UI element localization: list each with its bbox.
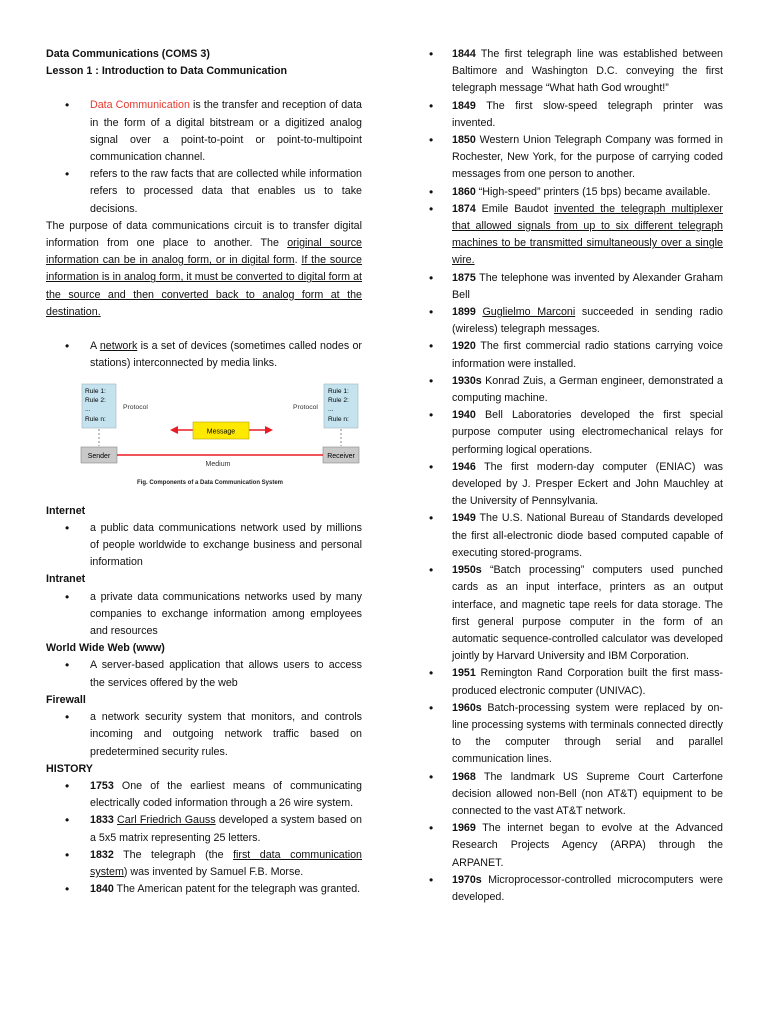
lesson-title: Lesson 1 : Introduction to Data Communication xyxy=(46,65,288,78)
medium-label: Medium xyxy=(205,461,231,469)
spacer xyxy=(46,80,362,97)
history-text: “Batch processing” computers used punched cards as an input interface, printers as an output interface, and magnetic tape reels for data storage. The first general purpose computer in the form of an automatic sequence-controlled calculator was developed jointly by Harvard University and IBM Corporation. xyxy=(452,564,723,663)
history-text: The first modern-day computer (ENIAC) was developed by J. Presper Eckert and John Mauchley at the University of Pennsylvania. xyxy=(452,460,723,508)
history-text: “High-speed” printers (15 bps) became available. xyxy=(475,185,711,198)
history-year: 1940 xyxy=(452,409,476,422)
history-year: 1832 xyxy=(90,848,114,861)
history-text: The telephone was invented by Alexander Graham Bell xyxy=(452,271,723,301)
history-text: Batch-processing system were replaced by on-line processing systems with terminals connected directly to the computer through serial and parallel communication lines. xyxy=(452,701,723,766)
history-year: 1875 xyxy=(452,271,476,284)
history-year: 1930s xyxy=(452,374,482,387)
history-item xyxy=(426,407,723,459)
history-item xyxy=(426,132,723,184)
firewall-list xyxy=(46,709,362,761)
history-item xyxy=(426,459,723,511)
rule-line: Rule 1: xyxy=(85,388,106,396)
sender-label: Sender xyxy=(87,453,111,461)
history-text: The U.S. National Bureau of Standards developed the first all-electronic diode based computed capable of executing stored-programs. xyxy=(452,512,723,559)
history-item xyxy=(426,270,723,304)
paragraph-text: . xyxy=(294,254,302,267)
history-text: The landmark US Supreme Court Carterfone decision allowed non-Bell (non AT&T) equipment to be connected to the vast AT&T network. xyxy=(452,770,723,817)
history-text: Konrad Zuis, a German engineer, demonstrated a computing machine. xyxy=(452,374,723,405)
spacer xyxy=(46,321,362,338)
paragraph-text: The purpose of data communications circuit is to transfer digital information from one place to another. The xyxy=(46,219,362,250)
message-label: Message xyxy=(206,428,236,436)
history-text: One of the earliest means of communicating electrically coded information through a 26 wire system. xyxy=(90,779,362,810)
arrowhead-right xyxy=(265,426,273,434)
rule-line: ... xyxy=(85,406,91,414)
history-item xyxy=(426,98,723,132)
list-item-text: refers to the raw facts that are collected while information refers to processed data that enables us to take decisions. xyxy=(90,168,362,215)
history-text: The first telegraph line was established between Baltimore and Washington D.C. conveying the first telegraph message “What hath God wrought!” xyxy=(452,48,723,95)
history-year: 1920 xyxy=(452,340,476,353)
rule-line: Rule 2: xyxy=(328,397,349,405)
intranet-heading: Intranet xyxy=(46,573,86,586)
figure-caption: Fig. Components of a Data Communication System xyxy=(136,480,284,487)
history-item xyxy=(426,700,723,769)
list-item xyxy=(46,166,362,218)
history-item xyxy=(426,201,723,270)
history-text: Western Union Telegraph Company was formed in Rochester, New York, for the purpose of carrying coded messages from one person to another. xyxy=(452,134,723,181)
network-term: network xyxy=(99,340,138,353)
history-text: The telegraph (the xyxy=(113,848,234,861)
history-item xyxy=(426,304,723,338)
history-year: 1970s xyxy=(452,873,482,886)
history-item xyxy=(46,847,362,881)
history-heading: HISTORY xyxy=(46,762,93,775)
history-item xyxy=(426,820,723,872)
list-item xyxy=(46,338,362,372)
history-item xyxy=(426,373,723,407)
history-item xyxy=(426,338,723,372)
history-item xyxy=(46,881,362,898)
history-year: 1833 xyxy=(90,814,114,827)
www-heading: World Wide Web (www) xyxy=(46,642,165,655)
right-column xyxy=(426,46,723,906)
history-underlined: Carl Friedrich Gauss xyxy=(117,814,216,827)
history-item xyxy=(426,872,723,906)
history-year: 1849 xyxy=(452,99,476,112)
history-text: Bell Laboratories developed the first special purpose computer using electromechanical relays for performing logical operations. xyxy=(452,409,723,456)
list-item-text: is the transfer and reception of data in the form of a digital bitstream or a digitized analog signal over a point-to-point or point-to-multipoint communication channel. xyxy=(90,99,362,164)
history-year: 1899 xyxy=(452,306,476,319)
history-year: 1949 xyxy=(452,512,476,525)
purpose-paragraph xyxy=(46,218,362,321)
history-text: Remington Rand Corporation built the first mass- produced electronic computer (UNIVAC). xyxy=(452,667,723,697)
list-item: • a private data communications networks used by many companies to exchange information among employees and resources xyxy=(46,589,362,641)
history-year: 1753 xyxy=(90,779,114,792)
arrowhead-left xyxy=(170,426,178,434)
receiver-label: Receiver xyxy=(327,453,355,461)
intro-list xyxy=(46,97,362,217)
history-year: 1968 xyxy=(452,770,476,783)
list-item: • a network security system that monitors, and controls incoming and outgoing network traffic based on predetermined security rules. xyxy=(46,709,362,761)
history-year: 1946 xyxy=(452,460,476,473)
history-year: 1840 xyxy=(90,883,114,896)
history-year: 1874 xyxy=(452,202,476,215)
history-item xyxy=(426,769,723,821)
www-list xyxy=(46,657,362,691)
history-text: The internet began to evolve at the Advanced Research Projects Agency (ARPA) through the ARPANET. xyxy=(452,822,723,869)
firewall-heading: Firewall xyxy=(46,693,86,706)
rule-line: Rule n: xyxy=(328,416,349,424)
history-item xyxy=(426,184,723,201)
history-text: The first slow-speed telegraph printer was invented. xyxy=(452,99,723,129)
history-text: The first commercial radio stations carrying voice information were installed. xyxy=(452,340,723,370)
history-list-right xyxy=(426,46,723,906)
history-underlined: first data communication system xyxy=(90,848,362,878)
list-item: • a public data communications network used by millions of people worldwide to exchange business and personal information xyxy=(46,520,362,572)
rule-line: Rule 1: xyxy=(328,388,349,396)
history-text: ) was invented by Samuel F.B. Morse. xyxy=(123,865,304,878)
protocol-label-right: Protocol xyxy=(293,404,318,412)
history-item xyxy=(426,562,723,665)
history-item xyxy=(426,665,723,699)
underlined-text: If the source information is in analog form, it must be converted to digital form at the source and then converted back to analog form at the destination. xyxy=(46,254,362,318)
protocol-label-left: Protocol xyxy=(123,404,148,412)
list-item-text: A xyxy=(90,340,100,353)
history-year: 1969 xyxy=(452,822,476,835)
rule-line: Rule 2: xyxy=(85,397,106,405)
left-column xyxy=(46,46,362,898)
list-item xyxy=(46,97,362,166)
course-title: Data Communications (COMS 3) xyxy=(46,48,210,60)
history-text: Emile Baudot xyxy=(475,202,554,215)
list-item-text: is a set of devices (sometimes called nodes or stations) interconnected by media links. xyxy=(90,340,362,370)
history-item xyxy=(426,46,723,98)
internet-list xyxy=(46,520,362,572)
history-year: 1850 xyxy=(452,134,476,147)
list-item: • A server-based application that allows users to access the services offered by the web xyxy=(46,657,362,691)
data-communication-diagram xyxy=(79,382,361,490)
internet-heading: Internet xyxy=(46,504,86,517)
network-list xyxy=(46,338,362,372)
data-communication-term: Data Communication xyxy=(90,99,190,112)
history-year: 1951 xyxy=(452,667,476,680)
history-year: 1950s xyxy=(452,564,482,577)
history-year: 1960s xyxy=(452,701,482,714)
history-underlined: invented the telegraph multiplexer that allowed signals from up to six different telegraph machines to be transmitted simultaneously over a single wire. xyxy=(452,202,723,267)
history-text: developed a system based on a 5x5 matrix representing 25 letters. xyxy=(90,814,362,844)
history-list-left xyxy=(46,778,362,898)
rule-line: Rule n: xyxy=(85,416,106,424)
history-text: The American patent for the telegraph was granted. xyxy=(113,883,361,896)
history-item xyxy=(426,510,723,562)
history-text: succeeded in sending radio (wireless) telegraph messages. xyxy=(452,306,723,336)
underlined-text: original source information can be in analog form, or in digital form xyxy=(46,237,362,267)
history-year: 1844 xyxy=(452,48,476,60)
history-item xyxy=(46,812,362,846)
history-text: Microprocessor-controlled microcomputers were developed. xyxy=(452,873,723,903)
history-year: 1860 xyxy=(452,185,476,198)
history-underlined: Guglielmo Marconi xyxy=(482,306,576,319)
history-item xyxy=(46,778,362,812)
intranet-list xyxy=(46,589,362,641)
rule-line: ... xyxy=(328,406,334,414)
